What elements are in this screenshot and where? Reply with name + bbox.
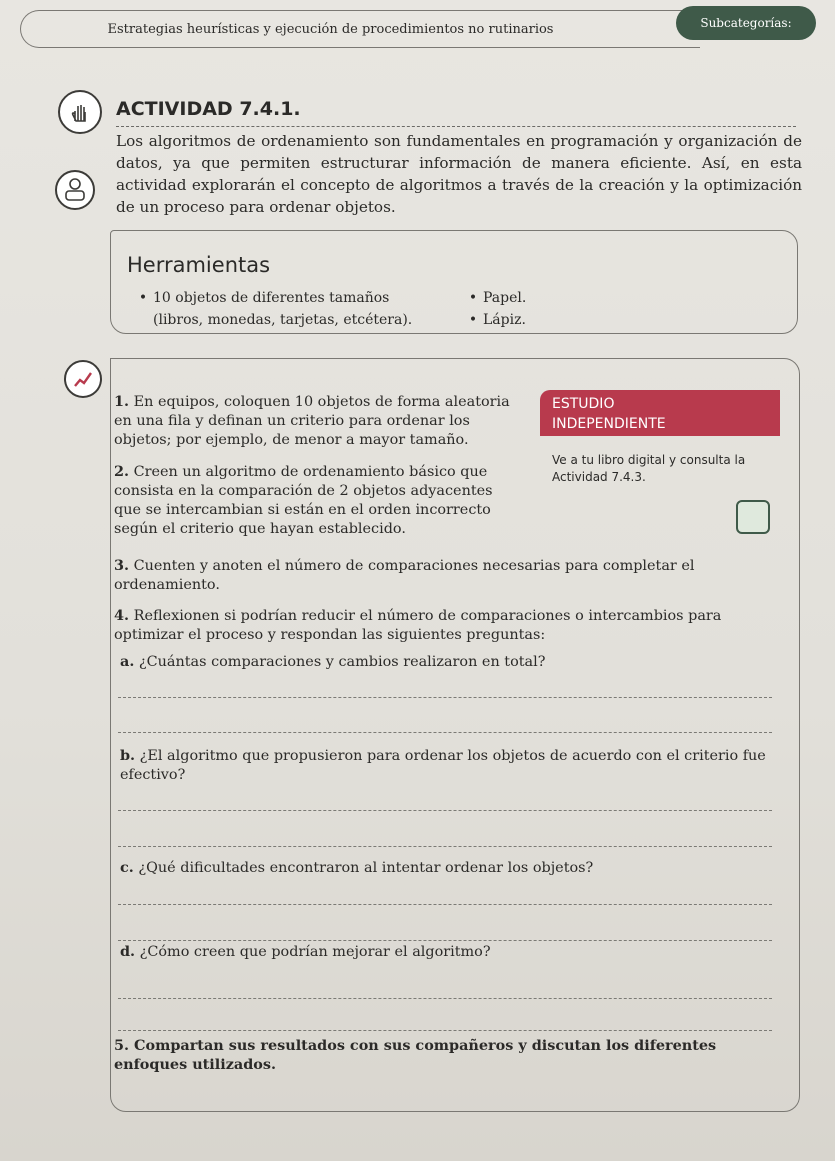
- activity-intro: Los algoritmos de ordenamiento son fundamentales en programación y organización de datos, ya que permiten estructurar información de manera eficiente. Así, en esta actividad explorarán el concepto de algoritmos a través de la creación y la optimización de un proceso para ordenar objetos.: [116, 132, 802, 216]
- question-text: ¿El algoritmo que propusieron para ordenar los objetos de acuerdo con el criterio fue efectivo?: [120, 748, 766, 783]
- tool-item-paper: • Papel.: [468, 290, 527, 306]
- step-number: 1.: [114, 393, 130, 410]
- tag-line-1: ESTUDIO: [552, 396, 615, 412]
- steps-icon: [64, 360, 102, 398]
- step-text: Reflexionen si podrían reducir el número de comparaciones o intercambios para optimizar el proceso y respondan las siguientes preguntas:: [114, 608, 722, 643]
- page-header: [20, 10, 700, 48]
- step-number: 2.: [114, 463, 130, 480]
- step-1: [114, 392, 518, 450]
- question-text: ¿Cuántas comparaciones y cambios realizaron en total?: [138, 654, 546, 670]
- question-letter: d.: [120, 943, 136, 960]
- question-letter: a.: [120, 653, 135, 670]
- header-title: Estrategias heurísticas y ejecución de procedimientos no rutinarios: [107, 21, 554, 37]
- question-a: [120, 652, 770, 672]
- question-b: [120, 746, 770, 785]
- subcategory-badge: [676, 6, 816, 40]
- independent-study-text: Ve a tu libro digital y consulta la Actividad 7.4.3.: [552, 453, 746, 484]
- book-icon: [736, 500, 770, 534]
- tool-item-pencil: • Lápiz.: [468, 312, 526, 328]
- step-5: [114, 1036, 774, 1074]
- title-divider: [116, 126, 796, 127]
- step-text: Compartan sus resultados con sus compañeros y discutan los diferentes enfoques utilizados.: [114, 1037, 717, 1073]
- tools-box: [110, 230, 798, 334]
- hand-icon: [58, 90, 102, 134]
- answer-line[interactable]: [118, 1030, 772, 1031]
- answer-line[interactable]: [118, 846, 772, 847]
- step-number: 4.: [114, 607, 130, 624]
- step-number: 5.: [114, 1037, 130, 1054]
- answer-line[interactable]: [118, 998, 772, 999]
- question-d: [120, 942, 770, 962]
- tool-item-text: (libros, monedas, tarjetas, etcétera).: [153, 312, 413, 328]
- step-text: Cuenten y anoten el número de comparaciones necesarias para completar el ordenamiento.: [114, 558, 695, 593]
- answer-line[interactable]: [118, 810, 772, 811]
- independent-study-tag: [540, 390, 780, 436]
- tool-item-objects: • 10 objetos de diferentes tamaños (libros, monedas, tarjetas, etcétera).: [138, 290, 413, 328]
- tool-item-text: Lápiz.: [483, 312, 526, 328]
- step-2: [114, 462, 518, 539]
- question-letter: c.: [120, 859, 134, 876]
- tool-item-text: 10 objetos de diferentes tamaños: [153, 290, 390, 306]
- answer-line[interactable]: [118, 904, 772, 905]
- answer-line[interactable]: [118, 697, 772, 698]
- tools-title: Herramientas: [127, 253, 271, 277]
- independent-study-callout: [540, 390, 780, 542]
- subcategory-label: Subcategorías:: [700, 16, 792, 30]
- step-3: [114, 556, 774, 595]
- question-letter: b.: [120, 747, 136, 764]
- step-text: Creen un algoritmo de ordenamiento básico que consista en la comparación de 2 objetos adyacentes que se intercambian si están en el orden incorrecto según el criterio que hayan establecido.: [114, 464, 493, 537]
- tag-line-2: INDEPENDIENTE: [552, 416, 666, 432]
- question-c: [120, 858, 770, 878]
- group-icon: [55, 170, 95, 210]
- question-text: ¿Cómo creen que podrían mejorar el algoritmo?: [139, 944, 491, 960]
- step-text: En equipos, coloquen 10 objetos de forma aleatoria en una fila y definan un criterio para ordenar los objetos; por ejemplo, de menor a mayor tamaño.: [114, 394, 510, 448]
- step-4: [114, 606, 774, 645]
- answer-line[interactable]: [118, 940, 772, 941]
- tool-item-text: Papel.: [483, 290, 527, 306]
- activity-title: ACTIVIDAD 7.4.1.: [116, 98, 301, 120]
- step-number: 3.: [114, 557, 130, 574]
- question-text: ¿Qué dificultades encontraron al intentar ordenar los objetos?: [138, 860, 594, 876]
- answer-line[interactable]: [118, 732, 772, 733]
